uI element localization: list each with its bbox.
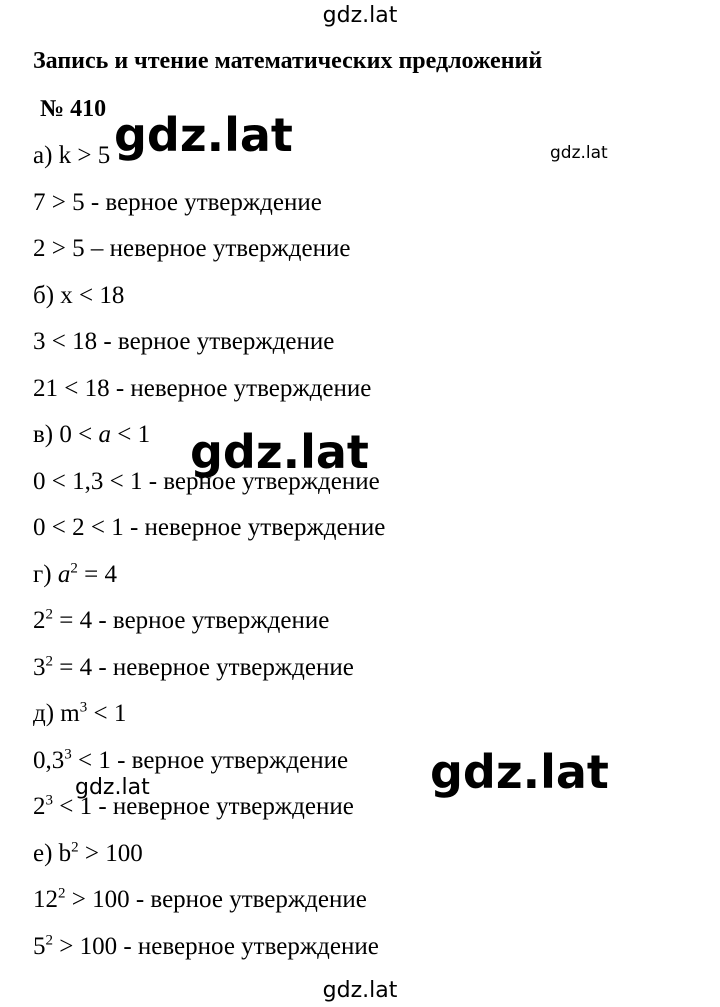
line-post: < 1 - неверное утверждение xyxy=(53,793,354,820)
watermark-large: gdz.lat xyxy=(430,745,609,799)
line-ital: a xyxy=(98,421,111,448)
line-post: < 1 xyxy=(87,700,127,727)
line-pre: 2 xyxy=(33,607,46,634)
line-post: = 4 - верное утверждение xyxy=(53,607,330,634)
line-pre: в) 0 < xyxy=(33,421,99,448)
solution-line xyxy=(33,282,124,310)
solution-line xyxy=(33,235,350,263)
line-pre: г) xyxy=(33,560,58,588)
line-sup: 2 xyxy=(70,560,78,577)
solution-line xyxy=(33,886,367,914)
line-post: > 100 xyxy=(78,839,143,867)
line-pre: 0,3 xyxy=(33,746,65,774)
watermark-large: gdz.lat xyxy=(114,108,293,162)
line-sup: 2 xyxy=(45,653,53,670)
line-pre: 2 > 5 – неверное утверждение xyxy=(33,235,351,262)
line-pre: б) x < 18 xyxy=(33,281,125,309)
line-sup: 2 xyxy=(45,932,53,949)
line-sup: 3 xyxy=(64,746,72,763)
watermark-small: gdz.lat xyxy=(550,143,608,163)
task-number: № 410 xyxy=(40,96,107,122)
line-pre: 2 xyxy=(33,793,46,820)
line-sup: 2 xyxy=(58,885,66,902)
line-pre: 3 < 18 - верное утверждение xyxy=(33,328,335,355)
line-pre: а) k > 5 xyxy=(33,142,111,169)
line-post: < 1 - верное утверждение xyxy=(71,746,349,774)
line-sup: 3 xyxy=(79,699,88,716)
line-post: = 4 xyxy=(77,560,117,588)
line-pre: 7 > 5 - верное утверждение xyxy=(33,188,322,216)
line-post: > 100 - неверное утверждение xyxy=(53,932,379,960)
line-sup: 2 xyxy=(45,606,53,623)
line-pre: д) m xyxy=(33,700,80,727)
line-pre: 12 xyxy=(33,886,58,913)
line-pre: 0 < 1,3 < 1 - верное утверждение xyxy=(33,467,380,495)
solution-line xyxy=(33,328,334,356)
line-post: = 4 - неверное утверждение xyxy=(53,653,354,681)
line-post: < 1 xyxy=(110,421,151,448)
line-pre: е) b xyxy=(33,839,72,867)
section-heading: Запись и чтение математических предложений xyxy=(33,48,543,74)
line-pre: 3 xyxy=(33,653,46,681)
solution-line xyxy=(33,933,379,961)
line-sup: 2 xyxy=(71,839,79,856)
solution-line xyxy=(33,840,143,868)
solution-line xyxy=(33,421,150,449)
solution-line xyxy=(33,607,329,635)
watermark-small: gdz.lat xyxy=(75,775,150,800)
solution-line xyxy=(33,700,126,728)
watermark-bottom: gdz.lat xyxy=(322,978,398,1003)
solution-line xyxy=(33,189,322,217)
solution-line xyxy=(33,142,110,170)
solution-line xyxy=(33,561,117,589)
line-pre: 0 < 2 < 1 - неверное утверждение xyxy=(33,514,386,541)
line-pre: 21 < 18 - неверное утверждение xyxy=(33,374,372,402)
solution-line xyxy=(33,654,354,682)
watermark-large: gdz.lat xyxy=(190,425,369,479)
line-ital: a xyxy=(57,560,71,588)
line-sup: 3 xyxy=(45,792,53,809)
line-post: > 100 - верное утверждение xyxy=(65,886,367,913)
solution-line xyxy=(33,514,385,542)
solution-line xyxy=(33,375,371,403)
watermark-top: gdz.lat xyxy=(322,3,398,28)
line-pre: 5 xyxy=(33,932,46,960)
solution-line xyxy=(33,747,348,775)
